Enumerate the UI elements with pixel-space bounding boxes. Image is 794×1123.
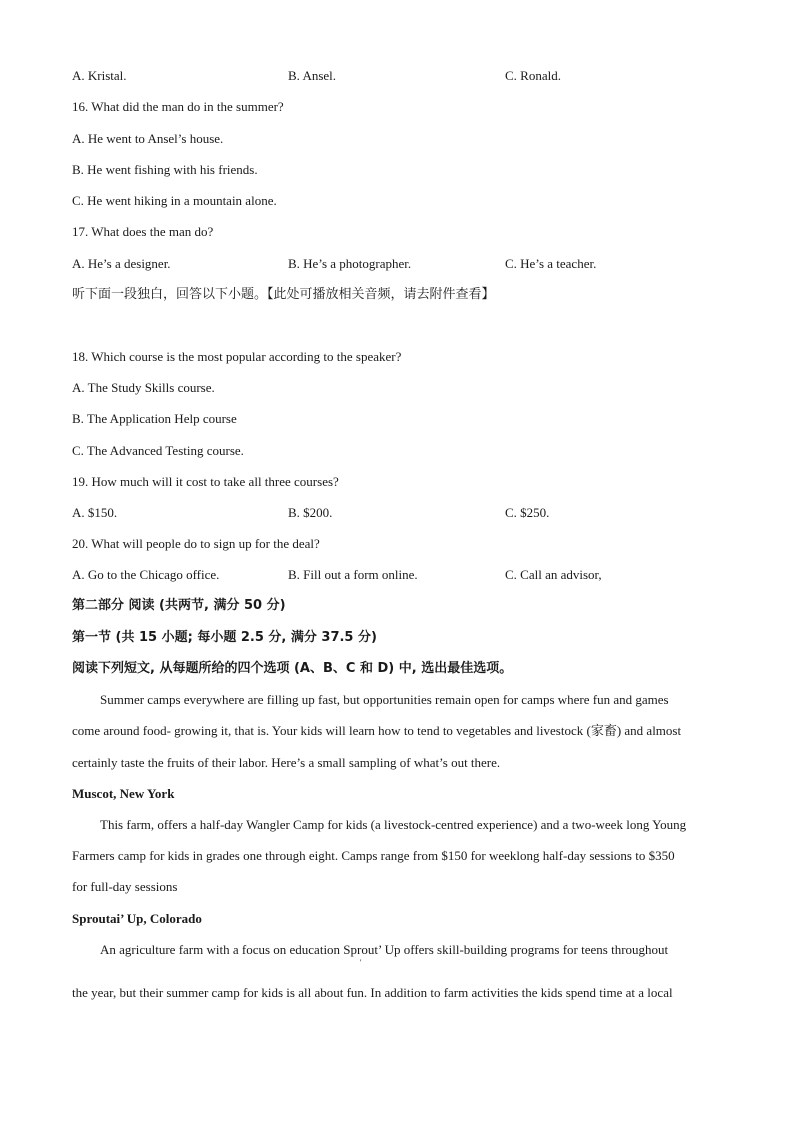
q15-option-a: A. Kristal. <box>72 68 127 83</box>
muscot-line-1: This farm, offers a half-day Wangler Camp for kids (a livestock-centred experience) and a two-week long Young <box>100 817 687 832</box>
q20-option-a: A. Go to the Chicago office. <box>72 567 220 582</box>
q16-option-b: B. He went fishing with his friends. <box>72 162 258 177</box>
reading-instruction: 阅读下列短文, 从每题所给的四个选项 (A、B、C 和 D) 中, 选出最佳选项。 <box>72 661 513 676</box>
muscot-line-3: for full-day sessions <box>72 879 178 894</box>
passage-intro-line-1: Summer camps everywhere are filling up fast, but opportunities remain open for camps where fun and games <box>100 692 669 707</box>
passage-intro-line-3: certainly taste the fruits of their labor. Here’s a small sampling of what’s out there. <box>72 755 501 770</box>
q19-question: 19. How much will it cost to take all three courses? <box>72 474 339 489</box>
q19-option-a: A. $150. <box>72 505 118 520</box>
q17-option-c: C. He’s a teacher. <box>505 256 597 271</box>
section1-heading: 第一节 (共 15 小题; 每小题 2.5 分, 满分 37.5 分) <box>72 630 377 645</box>
q15-option-c: C. Ronald. <box>505 68 561 83</box>
q16-option-a: A. He went to Ansel’s house. <box>72 131 224 146</box>
q15-option-b: B. Ansel. <box>288 68 337 83</box>
q19-option-c: C. $250. <box>505 505 550 520</box>
q20-option-b: B. Fill out a form online. <box>288 567 418 582</box>
q17-question: 17. What does the man do? <box>72 224 214 239</box>
q20-question: 20. What will people do to sign up for the deal? <box>72 536 320 551</box>
q17-option-a: A. He’s a designer. <box>72 256 171 271</box>
stray-mark: ' <box>360 958 362 967</box>
q18-option-b: B. The Application Help course <box>72 411 237 426</box>
part2-heading: 第二部分 阅读 (共两节, 满分 50 分) <box>72 598 286 613</box>
muscot-line-2: Farmers camp for kids in grades one through eight. Camps range from $150 for weeklong half-day sessions to $350 <box>72 848 675 863</box>
sprout-line-1: An agriculture farm with a focus on education Sprout’ Up offers skill-building programs for teens throughout <box>100 942 669 957</box>
sprout-heading: Sproutai’ Up, Colorado <box>72 911 202 926</box>
q16-option-c: C. He went hiking in a mountain alone. <box>72 193 277 208</box>
monologue-instruction: 听下面一段独白，回答以下小题。【此处可播放相关音频，请去附件查看】 <box>72 287 495 302</box>
q18-option-c: C. The Advanced Testing course. <box>72 443 244 458</box>
passage-intro-line-2: come around food- growing it, that is. Your kids will learn how to tend to vegetables and livestock (家畜) and almost <box>72 723 682 738</box>
muscot-heading: Muscot, New York <box>72 786 175 801</box>
q16-question: 16. What did the man do in the summer? <box>72 99 284 114</box>
q18-option-a: A. The Study Skills course. <box>72 380 215 395</box>
q17-option-b: B. He’s a photographer. <box>288 256 412 271</box>
sprout-line-2: the year, but their summer camp for kids is all about fun. In addition to farm activities the kids spend time at a local <box>72 985 673 1000</box>
q18-question: 18. Which course is the most popular according to the speaker? <box>72 349 402 364</box>
q20-option-c: C. Call an advisor, <box>505 567 602 582</box>
q19-option-b: B. $200. <box>288 505 333 520</box>
